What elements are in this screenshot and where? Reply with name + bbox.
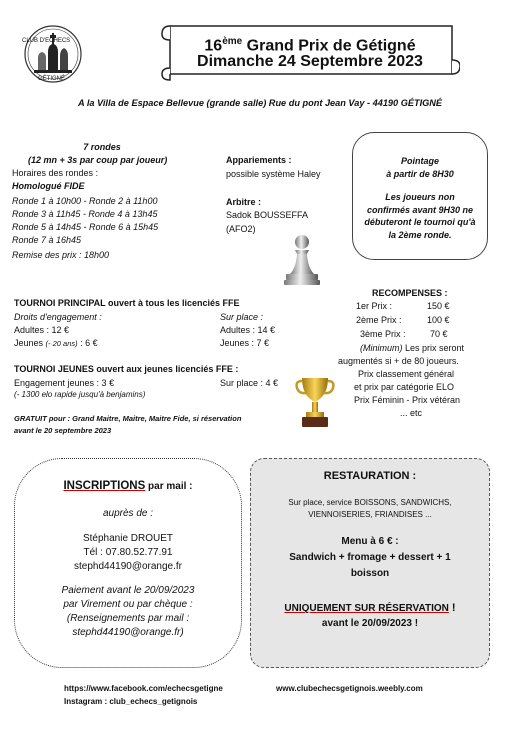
round-line-2: Ronde 3 à 11h45 - Ronde 4 à 13h45 <box>12 209 158 219</box>
logo-top-text: CLUB D'ECHECS <box>22 38 71 44</box>
payment-line-2: par Virement ou par chèque : <box>63 599 193 610</box>
rewards-general-2: et prix par catégorie ELO <box>354 382 455 392</box>
title-banner <box>160 18 460 88</box>
prize-1-amount: 150 € <box>427 301 450 311</box>
rounds-cadence: (12 mn + 3s par coup par joueur) <box>28 155 168 165</box>
fees-label: Droits d'engagement : <box>14 312 102 322</box>
contact-phone: Tél : 07.80.52.77.91 <box>83 547 173 558</box>
rewards-special: Prix Féminin - Prix vétéran <box>354 395 461 405</box>
youth-onsite-fee: Jeunes : 7 € <box>220 338 270 348</box>
fide-label: Homologué FIDE <box>12 181 85 191</box>
contact-email[interactable]: stephd44190@orange.fr <box>73 561 182 572</box>
payment-line-3: (Renseignements par mail : <box>66 613 190 624</box>
rounds-schedule-label: Horaires des rondes : <box>12 168 99 178</box>
prize-ceremony-time: Remise des prix : 18h00 <box>12 250 110 260</box>
instagram-handle[interactable]: Instagram : club_echecs_getignois <box>64 697 198 706</box>
prize-3-amount: 70 € <box>430 329 448 339</box>
payment-email[interactable]: stephd44190@orange.fr) <box>72 627 184 638</box>
pairings-label: Appariements : <box>226 155 292 165</box>
prize-3-label: 3ème Prix : <box>360 329 406 339</box>
menu-line-2: boisson <box>350 568 390 579</box>
rewards-general-1: Prix classement général <box>358 369 455 379</box>
pawn-icon <box>280 232 324 288</box>
facebook-link[interactable]: https://www.facebook.com/echecsgetigne <box>64 684 223 693</box>
inscriptions-with: auprès de : <box>102 508 154 519</box>
club-logo <box>18 22 88 86</box>
pointage-title: Pointage <box>400 156 439 166</box>
pointage-box <box>352 132 488 260</box>
inscriptions-title: INSCRIPTIONS par mail : <box>63 480 193 492</box>
rewards-title: RECOMPENSES : <box>372 288 448 298</box>
adults-onsite-fee: Adultes : 14 € <box>220 325 276 335</box>
pointage-time: à partir de 8H30 <box>386 169 454 179</box>
rewards-increase: augmentés si + de 80 joueurs. <box>338 356 459 366</box>
menu-line-1: Sandwich + fromage + dessert + 1 <box>289 552 451 563</box>
restauration-desc-1: Sur place, service BOISSONS, SANDWICHS, <box>288 498 452 507</box>
youth-tournament-note: (- 1300 elo rapide jusqu'à benjamins) <box>14 390 146 399</box>
inscriptions-box <box>14 458 242 668</box>
adults-fee: Adultes : 12 € <box>14 325 70 335</box>
logo-bottom-text: GÉTIGNÉ <box>38 76 66 82</box>
prize-2-label: 2ème Prix : <box>356 315 402 325</box>
round-line-3: Ronde 5 à 14h45 - Ronde 6 à 15h45 <box>12 222 159 232</box>
round-line-1: Ronde 1 à 10h00 - Ronde 2 à 11h00 <box>12 196 158 206</box>
banner-line-1: 16ème Grand Prix de Gétigné <box>204 36 416 55</box>
restauration-title: RESTAURATION : <box>323 470 417 482</box>
prize-1-label: 1er Prix : <box>356 301 393 311</box>
youth-tournament-onsite: Sur place : 4 € <box>220 378 279 388</box>
arbiter-name: Sadok BOUSSEFFA <box>226 210 309 220</box>
trophy-icon <box>294 374 336 432</box>
reservation-only: UNIQUEMENT SUR RÉSERVATION ! <box>284 602 456 614</box>
rewards-etc: ... etc <box>400 408 423 418</box>
restauration-box <box>250 458 490 668</box>
arbiter-label: Arbitre : <box>226 197 262 207</box>
free-entry-line-1: GRATUIT pour : Grand Maitre, Maitre, Maitre Fide, si réservation <box>14 414 242 423</box>
contact-name: Stéphanie DROUET <box>82 533 174 544</box>
round-line-4: Ronde 7 à 16h45 <box>12 235 82 245</box>
youth-tournament-title: TOURNOI JEUNES ouvert aux jeunes licenciés FFE : <box>14 364 239 374</box>
pairings-value: possible système Haley <box>226 169 321 179</box>
rewards-minimum: (Minimum) Les prix seront <box>360 343 465 353</box>
banner-line-2: Dimanche 24 Septembre 2023 <box>197 53 423 70</box>
youth-fee: Jeunes (- 20 ans) : 6 € <box>14 338 98 348</box>
reservation-date: avant le 20/09/2023 ! <box>321 618 419 629</box>
main-tournament-title: TOURNOI PRINCIPAL ouvert à tous les licenciés FFE <box>14 298 240 308</box>
onsite-label: Sur place : <box>220 312 264 322</box>
prize-2-amount: 100 € <box>427 315 450 325</box>
arbiter-code: (AFO2) <box>226 224 256 234</box>
venue-address: A la Villa de Espace Bellevue (grande salle) Rue du pont Jean Vay - 44190 GÉTIGNÉ <box>78 98 443 108</box>
pointage-note: Les joueurs non confirmés avant 9H30 ne débuteront le tournoi qu'à la 2ème ronde. <box>364 192 476 240</box>
free-entry-line-2: avant le 20 septembre 2023 <box>14 426 112 435</box>
rounds-title: 7 rondes <box>83 142 121 152</box>
website-link[interactable]: www.clubechecsgetignois.weebly.com <box>276 684 423 693</box>
payment-line-1: Paiement avant le 20/09/2023 <box>61 585 195 596</box>
menu-title: Menu à 6 € : <box>341 536 399 547</box>
youth-tournament-fee: Engagement jeunes : 3 € <box>14 378 115 388</box>
restauration-desc-2: VIENNOISERIES, FRIANDISES ... <box>308 510 432 519</box>
